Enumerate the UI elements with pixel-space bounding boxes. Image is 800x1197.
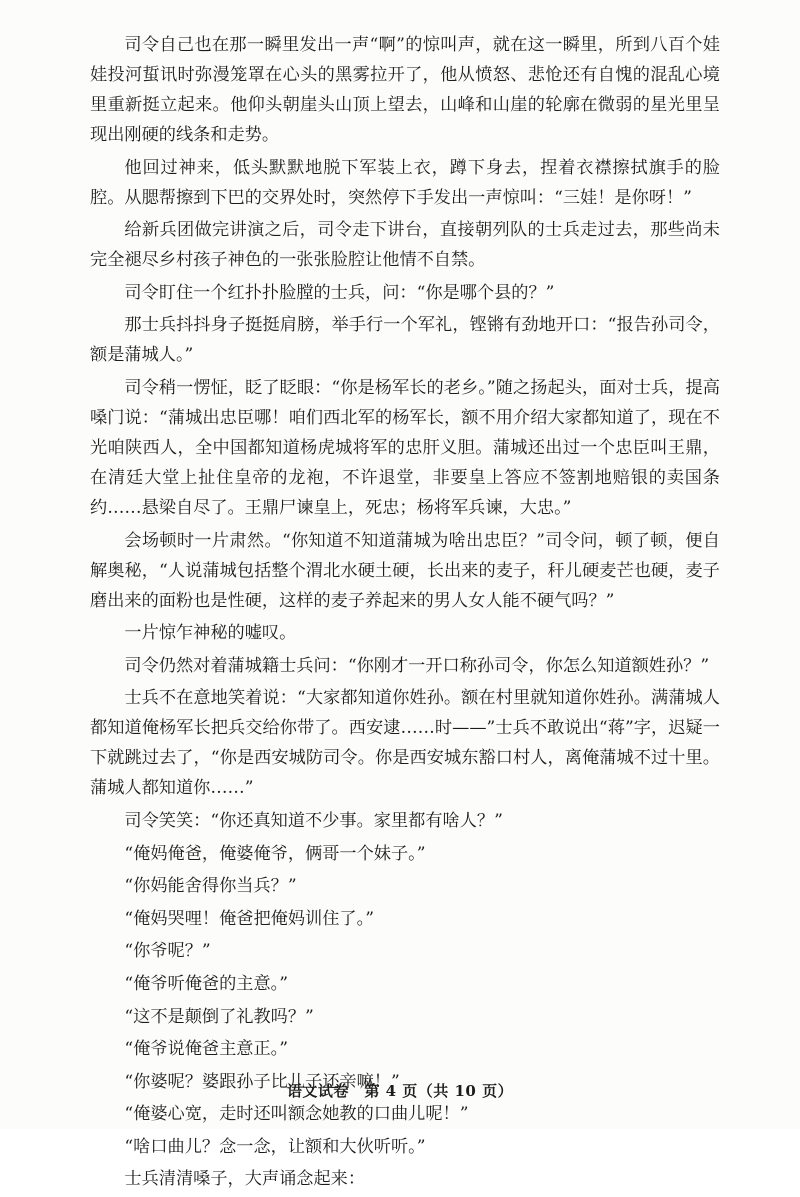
paragraph: 会场顿时一片肃然。“你知道不知道蒲城为啥出忠臣？”司令问，顿了顿，便自解奥秘，“人说蒲城包括整个渭北水硬土硬，长出来的麦子，秆儿硬麦芒也硬，麦子磨出来的面粉也是性硬，这样的麦子养起来的男人女人能不硬气吗？”	[90, 530, 720, 611]
dialogue-line: “俺妈哭哩！俺爸把俺妈训住了。”	[124, 908, 374, 929]
paragraph: 那士兵抖抖身子挺挺肩膀，举手行一个军礼，铿锵有劲地开口：“报告孙司令，额是蒲城人。”	[90, 315, 720, 366]
dialogue-line: “你爷呢？”	[124, 941, 211, 962]
dialogue-line: “俺妈俺爸，俺婆俺爷，俩哥一个妹子。”	[124, 843, 426, 864]
dialogue-line: “你婆呢？婆跟孙子比儿子还亲嘛！”	[124, 1071, 400, 1092]
paragraph: 司令自己也在那一瞬里发出一声“啊”的惊叫声，就在这一瞬里，所到八百个娃娃投河蜇讯时弥漫笼罩在心头的黑雾拉开了，他从愤怒、悲怆还有自愧的混乱心境里重新挺立起来。他仰头朝崖头山顶上望去，山峰和山崖的轮廓在微弱的星光里呈现出刚硬的线条和走势。	[90, 35, 720, 145]
dialogue-line: “这不是颠倒了礼教吗？”	[124, 1006, 314, 1027]
article-body	[90, 30, 720, 1197]
paragraph: 士兵不在意地笑着说：“大家都知道你姓孙。额在村里就知道你姓孙。满蒲城人都知道俺杨军长把兵交给你带了。西安逮……时——”士兵不敢说出“蒋”字，迟疑一下就跳过去了，“你是西安城防司令。你是西安城东豁口村人，离俺蒲城不过十里。蒲城人都知道你……”	[90, 688, 720, 799]
paragraph: 司令稍一愣怔，眨了眨眼：“你是杨军长的老乡。”随之扬起头，面对士兵，提高嗓门说：“蒲城出忠臣哪！咱们西北军的杨军长，额不用介绍大家都知道了，现在不光咱陕西人，全中国都知道杨虎城将军的忠肝义胆。蒲城还出过一个忠臣叫王鼎，在清廷大堂上扯住皇帝的龙袍，不许退堂，非要皇上答应不签割地赔银的卖国条约……悬梁自尽了。王鼎尸谏皇上，死忠；杨将军兵谏，大忠。”	[90, 377, 720, 518]
dialogue-line: “你妈能舍得你当兵？”	[124, 876, 297, 897]
paragraph: 一片惊乍神秘的嘘叹。	[124, 623, 297, 644]
paragraph: 给新兵团做完讲演之后，司令走下讲台，直接朝列队的士兵走过去，那些尚未完全褪尽乡村孩子神色的一张张脸腔让他情不自禁。	[90, 220, 720, 271]
dialogue-line: “俺爷说俺爸主意正。”	[124, 1039, 289, 1060]
dialogue-line: “啥口曲儿？念一念，让额和大伙听听。”	[124, 1136, 426, 1157]
paragraph: 司令笑笑：“你还真知道不少事。家里都有啥人？”	[124, 810, 503, 831]
paragraph: 他回过神来，低头默默地脱下军装上衣，蹲下身去，捏着衣襟擦拭旗手的脸腔。从腮帮擦到下巴的交界处时，突然停下手发出一声惊叫：“三娃！是你呀！”	[90, 157, 720, 208]
dialogue-line: “俺爷听俺爸的主意。”	[124, 973, 289, 994]
paragraph: 士兵清清嗓子，大声诵念起来：	[124, 1169, 366, 1190]
dialogue-line: “俺婆心宽，走时还叫额念她教的口曲儿呢！”	[124, 1104, 469, 1125]
paragraph: 司令仍然对着蒲城籍士兵问：“你刚才一开口称孙司令，你怎么知道额姓孙？”	[124, 655, 710, 676]
paragraph: 司令盯住一个红扑扑脸膛的士兵，问：“你是哪个县的？”	[124, 282, 555, 303]
page-footer: 语文试卷 第 4 页（共 10 页）	[286, 1082, 514, 1100]
